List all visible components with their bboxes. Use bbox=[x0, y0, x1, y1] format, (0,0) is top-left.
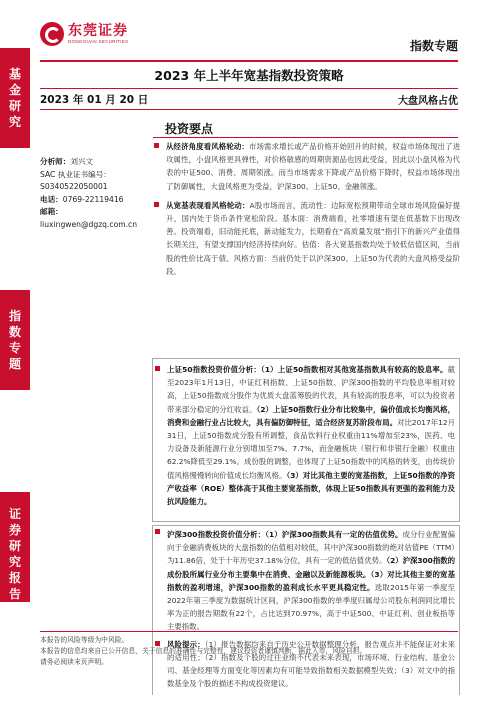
sac-number: S0340522050001 bbox=[40, 182, 108, 191]
phone-label: 电话： bbox=[40, 194, 63, 204]
bullet-square-icon bbox=[155, 529, 160, 534]
footer-line: 本报告的信息均来自已公开信息，关于信息的准确性与完整性，建议投资者谨慎判断，据此入市，风险自担。 bbox=[40, 647, 367, 655]
side-char: 研 bbox=[8, 99, 21, 113]
point-hs300 bbox=[153, 526, 459, 634]
company-logo bbox=[40, 22, 128, 46]
analyst-name-label: 分析师： bbox=[40, 157, 71, 166]
side-char: 研 bbox=[8, 539, 21, 553]
side-char: 券 bbox=[8, 523, 21, 537]
hs300-point-3: （3）对比其他主要的宽基指数的盈利增速，沪深300指数的盈利成长水平更具稳定性。 bbox=[167, 569, 455, 592]
side-band-fund-research bbox=[0, 48, 30, 148]
side-char: 指 bbox=[8, 309, 21, 323]
analyst-name: 刘兴文 bbox=[70, 157, 94, 166]
side-char: 究 bbox=[8, 115, 21, 129]
point-text: A股市场而言，流动性：边际宽松预期带动全球市场风险偏好提升，国内处于货币条件宽松阶段。基本面：消费端看，社零增速有望在低基数下出现改善。投资端看，旧动能托底，新动能发力，长期看在“高质量发展”指引下的新兴产业值得长期关注，有望支撑国内经济持续向好。估值：各大宽基指数均处于较低估值区间，当前股的性价比高于债。风格方面：当前仍处于以沪深300、上证50为代表的大盘风格受益阶段。 bbox=[166, 200, 460, 276]
hs300-text-1: 成分行业配置偏向于金融消费板块的大盘指数的估值相对较低，其中沪深300指数的绝对估值PE（TTM）为11.86倍，处于十年历史37.18%分位，具有一定的低估值优势。 bbox=[167, 530, 455, 566]
hs300-point-1: （1）沪深300指数具有一定的估值优势。 bbox=[265, 530, 403, 539]
side-band-index-topic bbox=[0, 290, 30, 390]
logo-mark-icon bbox=[40, 22, 64, 46]
summary-heading: 投资要点 bbox=[165, 122, 214, 136]
report-subtitle: 大盘风格占优 bbox=[398, 95, 458, 107]
sz50-analysis-box bbox=[152, 358, 460, 522]
side-char: 证 bbox=[8, 507, 21, 521]
date-row bbox=[40, 88, 458, 110]
point-sz50 bbox=[153, 363, 459, 508]
sz50-point-2: （2）上证50指数行业分布比较集中，偏价值成长均衡风格，消费和金融行业占比较大，具有偏防御特征，适合经济复苏阶段布局。 bbox=[167, 404, 455, 427]
analyst-info bbox=[40, 156, 150, 231]
summary-points bbox=[152, 140, 460, 278]
risk-text: （1）报告数据均来自于历史公开数据整理分析，报告观点并不能保证对未来的适用性；（2）指数及个股的过往业绩不代表未来表现，市场环境、行业结构、基金公司、基金经理等方面变化等因素均有可能导致指数相关数据模型失效；（3）对文中的指数基金及个股的描述不构成投资建议。 bbox=[167, 639, 455, 689]
point-keyword: 从经济角度看风格轮动： bbox=[166, 142, 249, 151]
side-char: 报 bbox=[8, 571, 21, 585]
sz50-point-1: （1）上证50指数相对其他宽基指数具有较高的股息率。 bbox=[260, 365, 448, 374]
logo-cn: 东莞证券 bbox=[68, 22, 128, 39]
bullet-square-icon bbox=[154, 143, 159, 148]
hs300-point-2: （2）沪深300指数的成份股所属行业分布主要集中在消费、金融以及新能源板块。 bbox=[167, 556, 455, 579]
side-char: 基 bbox=[8, 67, 21, 81]
point-text: 市场需求增长或产品价格开始回升的时候，权益市场体现出了进攻属性，小盘风格更具弹性，对价格敏感的周期资源品也因此受益，因此以小盘风格为代表的中证500、消费、周期领涨。而当市场需求下降或产品价格下降时，权益市场体现出了防御属性，大盘风格更为受益，沪深300、上证50、金融领涨。 bbox=[166, 142, 460, 191]
side-band-research-report bbox=[0, 492, 30, 602]
header-divider bbox=[40, 60, 458, 62]
point-keyword: 上证50指数投资价值分析： bbox=[167, 365, 261, 374]
side-char: 究 bbox=[8, 555, 21, 569]
hs300-analysis-box bbox=[152, 525, 460, 695]
point-index-rotation bbox=[152, 199, 460, 278]
bullet-square-icon bbox=[155, 366, 160, 371]
sac-label: SAC 执业证书编号： bbox=[40, 169, 111, 179]
sz50-text-1: 截至2023年1月13日，中证红利指数、上证50指数、沪深300指数的平均股息率相对较高，上证50指数成分股作为优质大盘蓝筹股的代表，具有较高的股息率，可以为投资者带来部分稳定的分红收益。 bbox=[167, 365, 455, 414]
footer-disclaimer bbox=[40, 635, 458, 668]
analyst-phone: 0769-22119416 bbox=[62, 194, 124, 204]
email-label: 邮箱： bbox=[40, 207, 63, 216]
doc-type-label: 指数专题 bbox=[409, 39, 458, 53]
side-char: 告 bbox=[8, 587, 21, 601]
logo-en: DONGGUAN SECURITIES bbox=[68, 38, 129, 44]
sz50-point-3: （3）对比其他主要的宽基指数，上证50指数的净资产收益率（ROE）整体高于其他主要宽基指数，体现上证50指数具有更强的盈利能力及抗风险能力。 bbox=[167, 470, 455, 507]
point-keyword: 从宽基表现看风格轮动： bbox=[166, 200, 250, 210]
summary-divider bbox=[153, 137, 458, 138]
bullet-square-icon bbox=[154, 202, 159, 207]
report-date: 2023 年 01 月 20 日 bbox=[40, 93, 149, 106]
footer-line: 请务必阅读末页声明。 bbox=[40, 658, 108, 666]
analyst-phone-row bbox=[40, 194, 150, 207]
logo-text bbox=[68, 24, 128, 45]
point-keyword: 沪深300指数投资价值分析： bbox=[167, 530, 266, 539]
side-char: 数 bbox=[8, 325, 21, 339]
analyst-email[interactable]: liuxingwen@dgzq.com.cn bbox=[40, 219, 138, 229]
sz50-text-2: 对比2017年12月31日，上证50指数成分股有所调整，食品饮料行业权重由11%增加至23%，医药、电力设备及新能源行业分别增加至7%、7.7%，而金融板块（银行和非银行金融）权重由62.2%降低至29.1%。成份股的调整，也体现了上证50指数中的风格的转变，由传统价值风格慢慢转向价值成长均衡风格。 bbox=[167, 417, 455, 480]
analyst-name-row bbox=[40, 156, 150, 169]
side-char: 金 bbox=[8, 83, 21, 97]
footer-divider bbox=[40, 631, 458, 632]
point-economy-rotation bbox=[152, 140, 460, 193]
point-keyword: 风险提示： bbox=[167, 639, 205, 649]
analyst-email-row bbox=[40, 206, 150, 231]
report-title: 2023 年上半年宽基指数投资策略 bbox=[154, 68, 344, 83]
side-char: 题 bbox=[8, 357, 21, 371]
footer-line: 本报告的风险等级为中风险。 bbox=[40, 636, 129, 644]
side-char: 专 bbox=[8, 341, 21, 355]
hs300-text-3: 选取2015年第一季度至2022年第三季度为数据统计区间，沪深300指数的单季度归属母公司股东利润同比增长率为正的报告期数有22个，占比达到70.97%，高于中证500、中证红利、创业板指等主要指数。 bbox=[167, 582, 456, 632]
